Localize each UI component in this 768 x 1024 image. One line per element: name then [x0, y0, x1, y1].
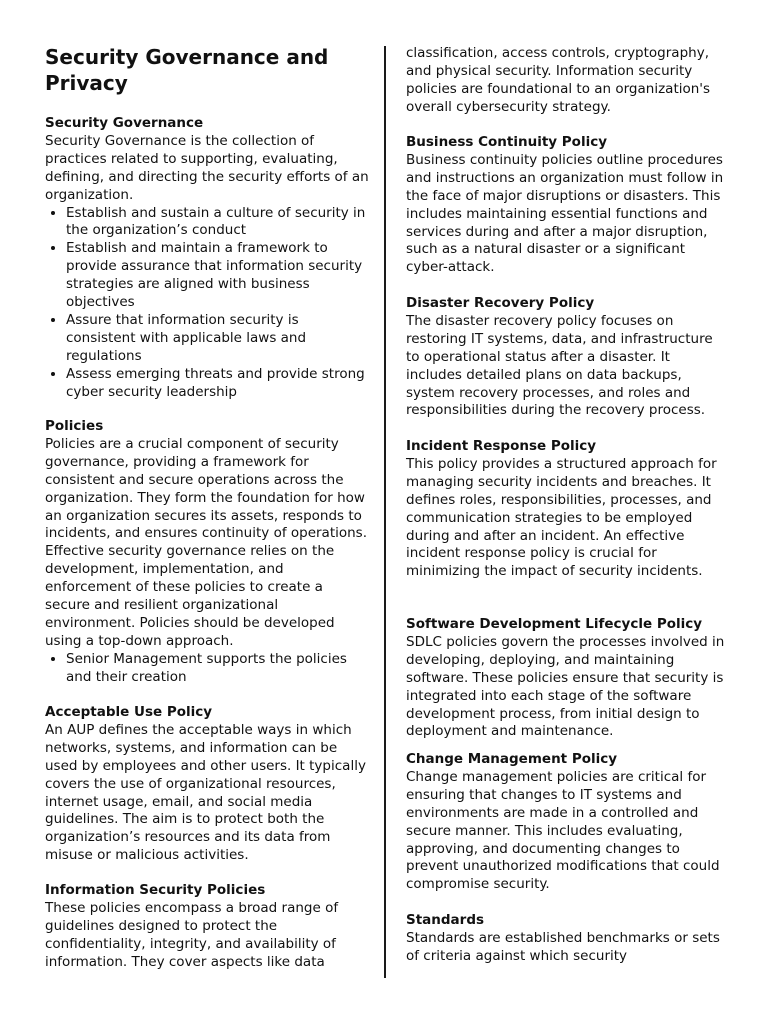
list-item: • Establish and maintain a framework to provide assurance that information security strategies are aligned with business objectives — [66, 240, 370, 312]
section-disaster-recovery-policy — [406, 295, 726, 420]
section-security-governance — [45, 115, 370, 402]
section-heading: Acceptable Use Policy — [45, 704, 213, 720]
list-item: • Assure that information security is consistent with applicable laws and regulations — [66, 312, 370, 366]
section-heading: Change Management Policy — [406, 751, 618, 767]
section-heading: Security Governance — [45, 115, 204, 131]
list-item: • Establish and sustain a culture of security in the organization’s conduct — [66, 205, 370, 241]
section-heading: Policies — [45, 418, 104, 434]
page-title: Security Governance and Privacy — [45, 45, 329, 95]
section-body: An AUP defines the acceptable ways in which networks, systems, and information can be used by employees and other users. It typically covers the use of organizational resources, internet usage, email, and social media guidelines. The aim is to protect both the organization’s resources and its data from misuse or malicious activities. — [45, 721, 366, 864]
section-change-management-policy — [406, 751, 726, 894]
section-body: Policies are a crucial component of security governance, providing a framework for consistent and secure operations across the organization. They form the foundation for how an organization secures its assets, responds to incidents, and ensures continuity of operations. Effective security governance relies on the development, implementation, and enforcement of these policies to create a secure and resilient organizational environment. Policies should be developed using a top-down approach. — [45, 435, 368, 649]
column-divider — [384, 46, 386, 978]
section-information-security-policies — [45, 882, 370, 972]
section-body: classification, access controls, cryptography, and physical security. Information security policies are foundational to an organization's overall cybersecurity strategy. — [406, 45, 711, 115]
section-body: SDLC policies govern the processes involved in developing, deploying, and maintaining software. These policies ensure that security is integrated into each stage of the software development process, from initial design to deployment and maintenance. — [406, 633, 725, 740]
section-body: Business continuity policies outline procedures and instructions an organization must follow in the face of major disruptions or disasters. This includes maintaining essential functions and services during and after a major disruption, such as a natural disaster or a significant cyber-attack. — [406, 151, 724, 276]
section-body: Change management policies are critical for ensuring that changes to IT systems and environments are made in a controlled and secure manner. This includes evaluating, approving, and documenting changes to prevent unauthorized modifications that could compromise security. — [406, 768, 720, 893]
section-body: Standards are established benchmarks or sets of criteria against which security — [406, 929, 720, 964]
section-heading: Incident Response Policy — [406, 438, 597, 454]
section-incident-response-policy — [406, 438, 726, 581]
section-body: The disaster recovery policy focuses on restoring IT systems, data, and infrastructure to operational status after a disaster. It includes detailed plans on data backups, system recovery processes, and roles and responsibilities during the recovery process. — [406, 312, 713, 419]
section-body: Security Governance is the collection of practices related to supporting, evaluating, defining, and directing the security efforts of an organization. — [45, 132, 369, 203]
bullet-list — [45, 651, 370, 687]
section-heading: Software Development Lifecycle Policy — [406, 616, 703, 632]
section-heading: Standards — [406, 912, 485, 928]
section-heading: Disaster Recovery Policy — [406, 295, 595, 311]
section-standards — [406, 912, 726, 966]
section-heading: Business Continuity Policy — [406, 134, 608, 150]
section-body: These policies encompass a broad range of guidelines designed to protect the confidentiality, integrity, and availability of information. They cover aspects like data — [45, 899, 339, 970]
section-business-continuity-policy — [406, 134, 726, 277]
bullet-list — [45, 205, 370, 402]
section-sdlc-policy — [406, 616, 726, 741]
section-acceptable-use-policy — [45, 704, 370, 865]
section-policies — [45, 418, 370, 687]
section-body: This policy provides a structured approach for managing security incidents and breaches. It defines roles, responsibilities, processes, and communication strategies to be employed during and after an incident. An effective incident response policy is crucial for minimizing the impact of security incidents. — [406, 455, 717, 580]
section-heading: Information Security Policies — [45, 882, 266, 898]
section-continuation — [406, 45, 726, 117]
list-item: • Assess emerging threats and provide strong cyber security leadership — [66, 366, 370, 402]
list-item: • Senior Management supports the policies and their creation — [66, 651, 370, 687]
